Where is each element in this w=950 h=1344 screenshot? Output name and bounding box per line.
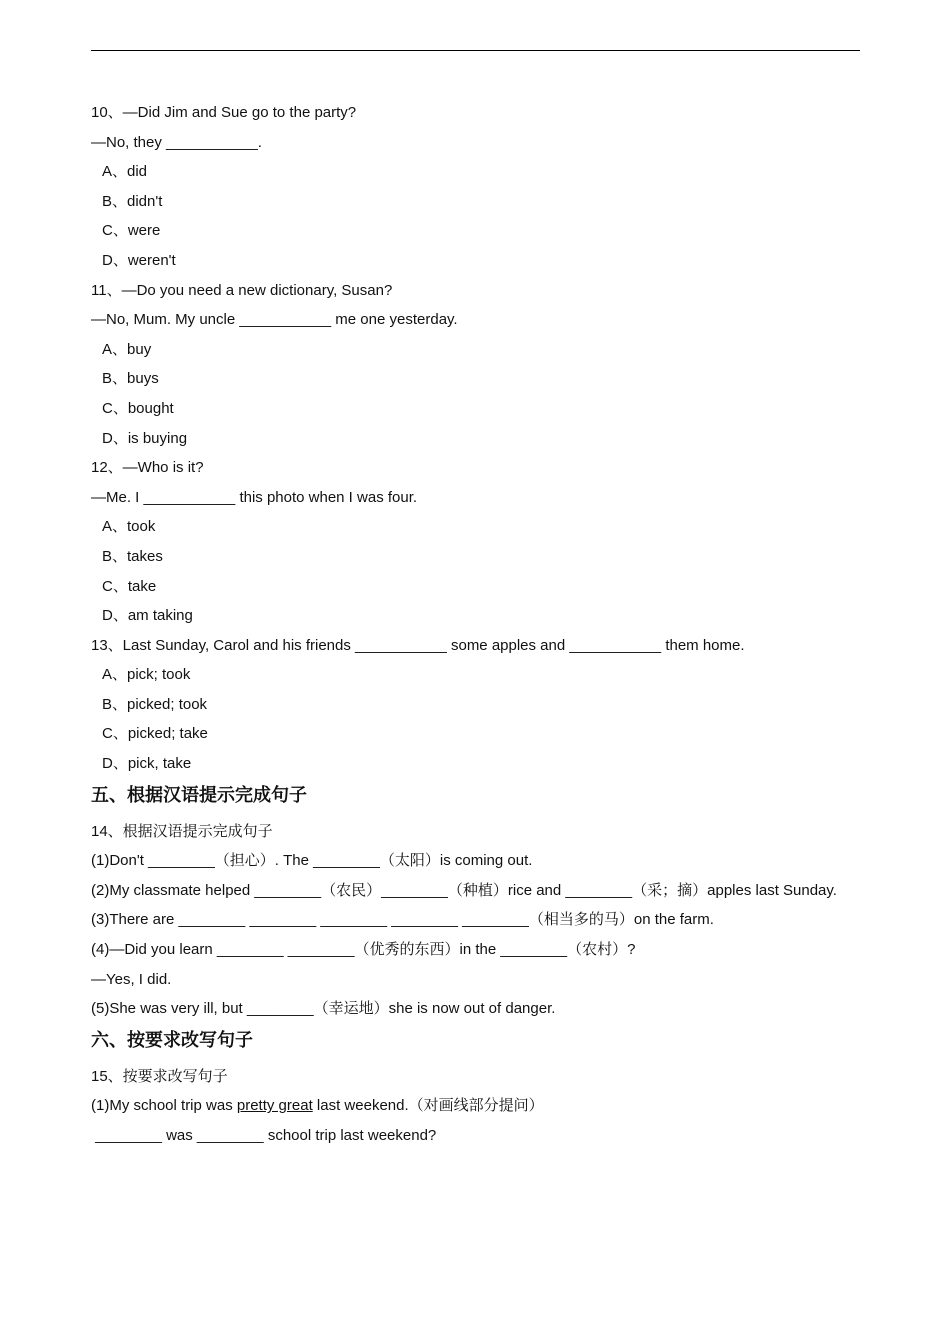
- q11-option-a: A、buy: [102, 340, 152, 358]
- q15-title: 15、按要求改写句子: [91, 1067, 228, 1085]
- q12-reply: —Me. I ___________ this photo when I was four.: [91, 488, 418, 506]
- q12-option-c: C、take: [102, 577, 157, 595]
- q14-item-4: (4)—Did you learn ________ ________（优秀的东西）in the ________（农村）?: [91, 941, 636, 959]
- section5-heading: 五、根据汉语提示完成句子: [91, 784, 307, 806]
- q15-underlined-phrase: pretty great: [236, 1097, 313, 1115]
- header-rule: [91, 50, 860, 51]
- q13-option-b: B、picked; took: [102, 695, 208, 713]
- q15-item-1: [91, 1091, 861, 1121]
- q10-stem: 10、—Did Jim and Sue go to the party?: [91, 104, 357, 121]
- q12-option-d: D、am taking: [102, 607, 193, 625]
- q11-option-d: D、is buying: [102, 429, 188, 447]
- q15-item-1-after: last weekend.（对画线部分提问）: [312, 1097, 544, 1115]
- q13-option-d: D、pick, take: [102, 755, 192, 773]
- q10-option-b: B、didn't: [102, 192, 163, 210]
- q12-stem: 12、—Who is it?: [91, 459, 204, 477]
- q10-option-d: D、weren't: [102, 251, 176, 269]
- q10-reply: —No, they ___________.: [91, 133, 262, 151]
- q13-option-a: A、pick; took: [102, 666, 191, 684]
- q11-reply: —No, Mum. My uncle ___________ me one yesterday.: [91, 311, 458, 329]
- q12-option-b: B、takes: [102, 547, 163, 565]
- q13-stem: 13、Last Sunday, Carol and his friends ___________ some apples and ___________ them home.: [91, 636, 745, 654]
- q15-item-1-before: (1)My school trip was: [91, 1097, 237, 1115]
- exam-content: [91, 98, 861, 1151]
- q14-item-1: (1)Don't ________（担心）. The ________（太阳）is coming out.: [91, 852, 533, 870]
- q14-title: 14、根据汉语提示完成句子: [91, 822, 273, 840]
- q14-item-4-reply: —Yes, I did.: [91, 970, 172, 988]
- q10-option-a: A、did: [102, 163, 148, 181]
- q14-item-2: (2)My classmate helped ________（农民）________（种植）rice and ________（采；摘）apples last Sunday.: [91, 881, 837, 899]
- q11-option-b: B、buys: [102, 370, 159, 388]
- q13-option-c: C、picked; take: [102, 725, 208, 743]
- q15-answer-line: ________ was ________ school trip last weekend?: [91, 1127, 437, 1144]
- q11-option-c: C、bought: [102, 399, 174, 417]
- q14-item-3: (3)There are ________ ________ ________ ________ ________（相当多的马）on the farm.: [91, 911, 714, 929]
- q11-stem: 11、—Do you need a new dictionary, Susan?: [91, 281, 393, 299]
- q10-option-c: C、were: [102, 222, 161, 240]
- q14-item-5: (5)She was very ill, but ________（幸运地）she is now out of danger.: [91, 1000, 556, 1018]
- section6-heading: 六、按要求改写句子: [91, 1029, 253, 1051]
- q12-option-a: A、took: [102, 518, 156, 536]
